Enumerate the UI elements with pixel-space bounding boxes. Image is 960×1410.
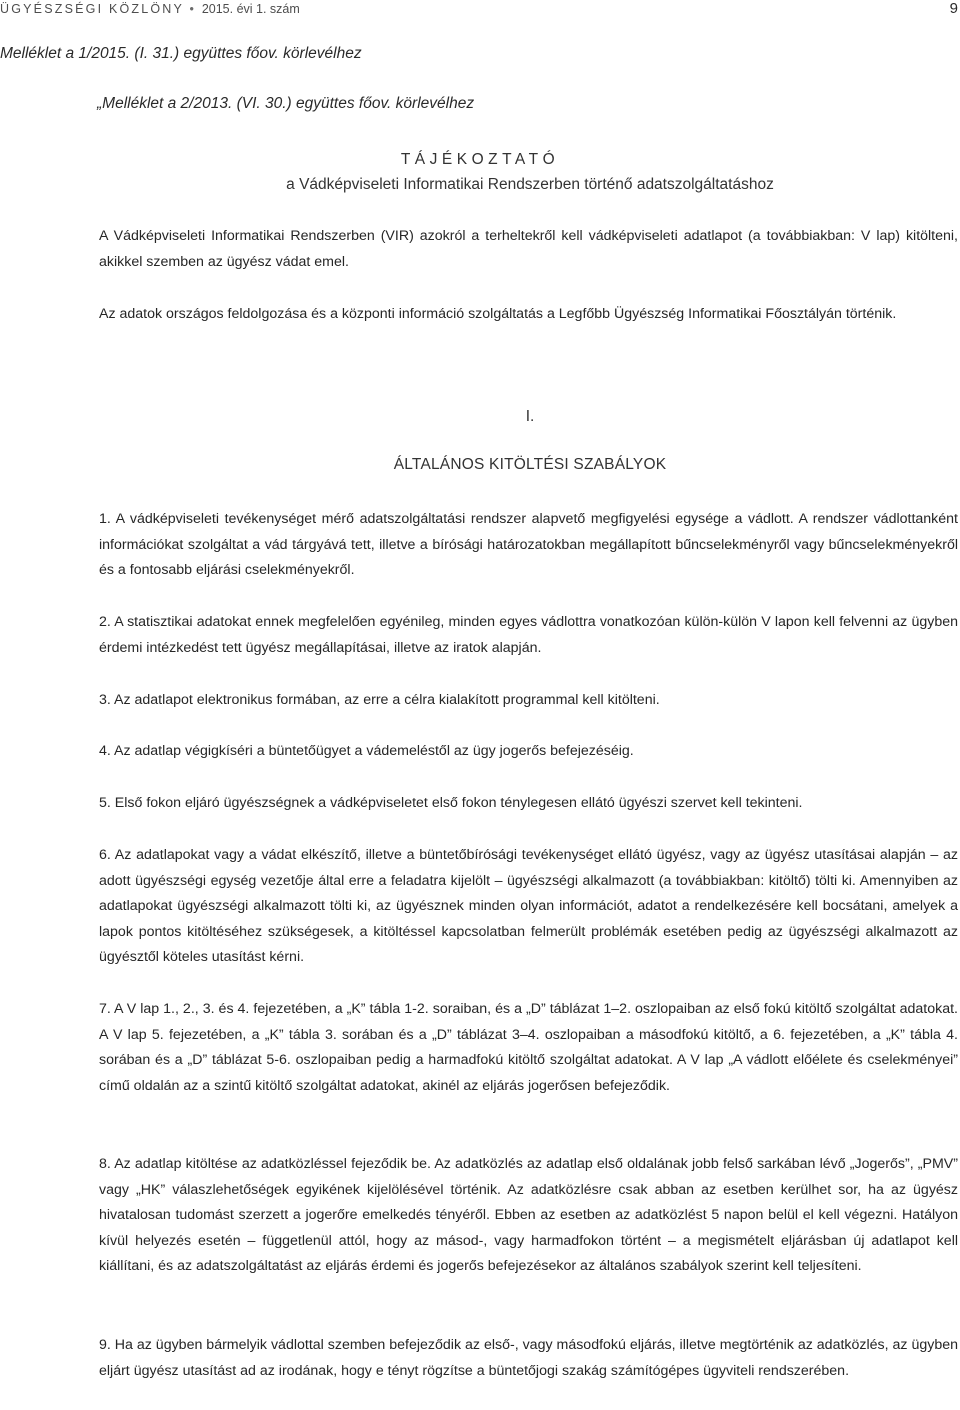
section-number: I. bbox=[525, 408, 535, 425]
issue-label: 2015. évi 1. szám bbox=[201, 2, 300, 16]
header-separator: • bbox=[189, 2, 197, 16]
journal-name: ÜGYÉSZSÉGI KÖZLÖNY bbox=[0, 2, 184, 16]
rule-paragraph-1: 1. A vádképviseleti tevékenységet mérő adatszolgáltatási rendszer alapvető megfigyelési egysége a vádlott. A rendszer vádlottanként információkat szolgáltat a vád tárgyává tett, illetve a bírósági határozatokban megállapított bűncselekményről vagy bűncselekményekről és a fontosabb eljárási cselekményekről. bbox=[99, 511, 958, 578]
annex-line: Melléklet a 1/2015. (I. 31.) együttes főov. körlevélhez bbox=[0, 45, 362, 62]
journal-header bbox=[0, 2, 300, 16]
rule-paragraph-2: 2. A statisztikai adatokat ennek megfelelően egyénileg, minden egyes vádlottra vonatkozóan külön-külön V lapon kell felvenni az ügyben érdemi intézkedést tett ügyész megállapításai, illetve az iratok alapján. bbox=[99, 614, 958, 656]
rule-paragraph-4: 4. Az adatlap végigkíséri a büntetőügyet a vádemeléstől az ügy jogerős befejezéséig. bbox=[99, 743, 634, 759]
intro-paragraph: A Vádképviseleti Informatikai Rendszerben (VIR) azokról a terheltekről kell vádképviseleti adatlapot (a továbbiakban: V lap) kitölteni, akikkel szemben az ügyész vádat emel. bbox=[99, 228, 958, 270]
document-title: TÁJÉKOZTATÓ bbox=[400, 151, 560, 168]
document-subtitle: a Vádképviseleti Informatikai Rendszerben történő adatszolgáltatáshoz bbox=[286, 176, 774, 193]
annex-line-quoted: „Melléklet a 2/2013. (VI. 30.) együttes főov. körlevélhez bbox=[97, 95, 475, 112]
page-number: 9 bbox=[949, 0, 958, 17]
rule-paragraph-5: 5. Első fokon eljáró ügyészségnek a vádképviseletet első fokon ténylegesen ellátó ügyészi szervet kell tekinteni. bbox=[99, 795, 803, 811]
rule-paragraph-3: 3. Az adatlapot elektronikus formában, az erre a célra kialakított programmal kell kitölteni. bbox=[99, 692, 660, 708]
rule-paragraph-6: 6. Az adatlapokat vagy a vádat elkészítő, illetve a büntetőbírósági tevékenységet ellátó ügyész, vagy az ügyész utasításai alapján – az adott ügyészségi egység vezetője által erre a feladatra kijelölt – ügyészségi alkalmazott (a továbbiakban: kitöltő) tölti ki. Amennyiben az adatlapokat ügyészségi alkalmazott tölti ki, az ügyésznek minden olyan információt, adatot a rendelkezésére kell bocsátani, amelyek a lapok pontos kitöltéséhez szükségesek, a kitöltéssel kapcsolatban felmerült problémák esetében pedig az ügyészségi alkalmazott az ügyésztől köteles utasítást kérni. bbox=[99, 847, 958, 965]
intro-paragraph: Az adatok országos feldolgozása és a központi információ szolgáltatás a Legfőbb Ügyészség Informatikai Főosztályán történik. bbox=[99, 306, 897, 322]
page-header bbox=[0, 0, 960, 28]
rule-paragraph-7: 7. A V lap 1., 2., 3. és 4. fejezetében, a „K” tábla 1-2. soraiban, és a „D” táblázat 1–2. oszlopaiban az első fokú kitöltő szolgáltat adatokat. A V lap 5. fejezetében, a „K” tábla 3. sorában és a „D” táblázat 3–4. oszlopaiban a másodfokú kitöltő, a 6. fejezetében, a „K” tábla 4. sorában és a „D” táblázat 5-6. oszlopaiban pedig a harmadfokú kitöltő szolgáltat adatokat. A V lap „A vádlott előélete és cselekményei” című oldalán az a szintű kitöltő szolgáltat adatokat, akinél az eljárás jogerősen befejeződik. bbox=[99, 1001, 958, 1094]
section-title: ÁLTALÁNOS KITÖLTÉSI SZABÁLYOK bbox=[393, 456, 667, 473]
rule-paragraph-8: 8. Az adatlap kitöltése az adatközléssel fejeződik be. Az adatközlés az adatlap első oldalának jobb felső sarkában lévő „Jogerős”, „PMV” vagy „HK” válaszlehetőségek egyikének kijelölésével történik. Az adatközlésre csak abban az esetben kerülhet sor, ha az ügyész hivatalosan tudomást szerzett a jogerőre emelkedés tényéről. Ebben az esetben az adatközlést 5 napon belül el kell végezni. Hatályon kívül helyezés esetén – függetlenül attól, hogy az másod-, vagy harmadfokon történt – a megismételt eljárásban új adatlapot kell kiállítani, és az adatszolgáltatást az eljárás érdemi és jogerős befejezésekor az általános szabályok szerint kell teljesíteni. bbox=[99, 1156, 958, 1274]
rule-paragraph-9: 9. Ha az ügyben bármelyik vádlottal szemben befejeződik az első-, vagy másodfokú eljárás, illetve megtörténik az adatközlés, az ügyben eljárt ügyész utasítást ad az irodának, hogy e tényt rögzítse a büntetőjogi szakág számítógépes ügyviteli rendszerében. bbox=[99, 1337, 958, 1379]
